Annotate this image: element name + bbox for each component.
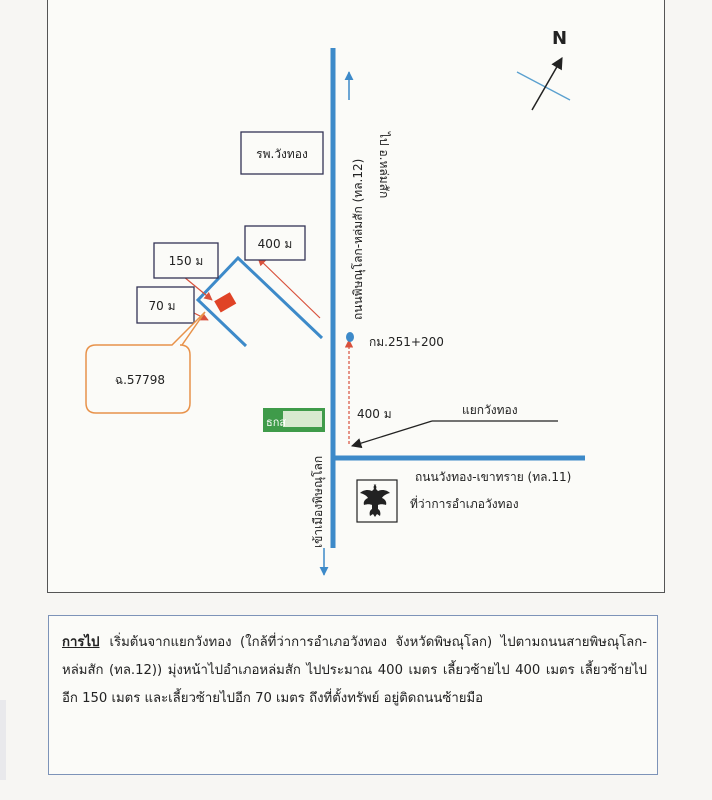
hospital-label: รพ.วังทอง [256,147,308,161]
distance-box-70-label: 70 ม [148,299,176,313]
road-vertical-label: ถนนพิษณุโลก-หล่มสัก (ทล.12) [351,158,365,320]
store-sign-label: ธกส [266,416,287,429]
property-callout-label: ฉ.57798 [114,373,166,387]
dot-marker-icon [346,332,354,342]
directions-box [48,615,658,775]
distance-box-150-label: 150 ม [168,254,204,268]
directions-label: การไป [62,635,100,650]
directions-text: เริ่มต้นจากแยกวังทอง (ใกล้ที่ว่าการอำเภอวังทอง จังหวัดพิษณุโลก) ไปตามถนนสายพิษณุโลก-หล่มสัก (ทล.12)) มุ่งหน้าไปอำเภอหล่มสัก ไปประมาณ 400 เมตร เลี้ยวซ้ายไป 400 เมตร เลี้ยวซ้ายไปอีก 150 เมตร และเลี้ยวซ้ายไปอีก 70 เมตร ถึงที่ตั้งทรัพย์ อยู่ติดถนนซ้ายมือ [62,635,647,706]
store-sign-panel [283,411,322,427]
road-horizontal-label: ถนนวังทอง-เขาทราย (ทล.11) [415,470,572,484]
district-office-label: ที่ว่าการอำเภอวังทอง [410,497,519,511]
intersection-pointer-diag [352,421,432,446]
north-label: N [552,28,568,49]
directions-text-block [62,629,647,713]
property-callout [86,312,205,413]
north-arrow [517,28,570,110]
compass-cross-line [517,72,570,100]
intersection-label: แยกวังทอง [462,403,518,417]
store-sign [263,408,325,432]
distance-box-400-label: 400 ม [257,237,293,251]
compass-arrow-icon [532,58,562,110]
route-arrow-400 [258,258,320,318]
distance-400-main-label: 400 ม [357,407,392,421]
km-marker-label: กม.251+200 [369,335,444,349]
to-phitsanulok-label: เข้าเมืองพิษณุโลก [311,455,325,548]
property-marker [214,292,236,312]
garuda-emblem-icon [357,480,397,522]
to-lomsak-label: ไป อ.หล่มสัก [377,132,391,199]
scan-edge-mark [0,700,6,780]
